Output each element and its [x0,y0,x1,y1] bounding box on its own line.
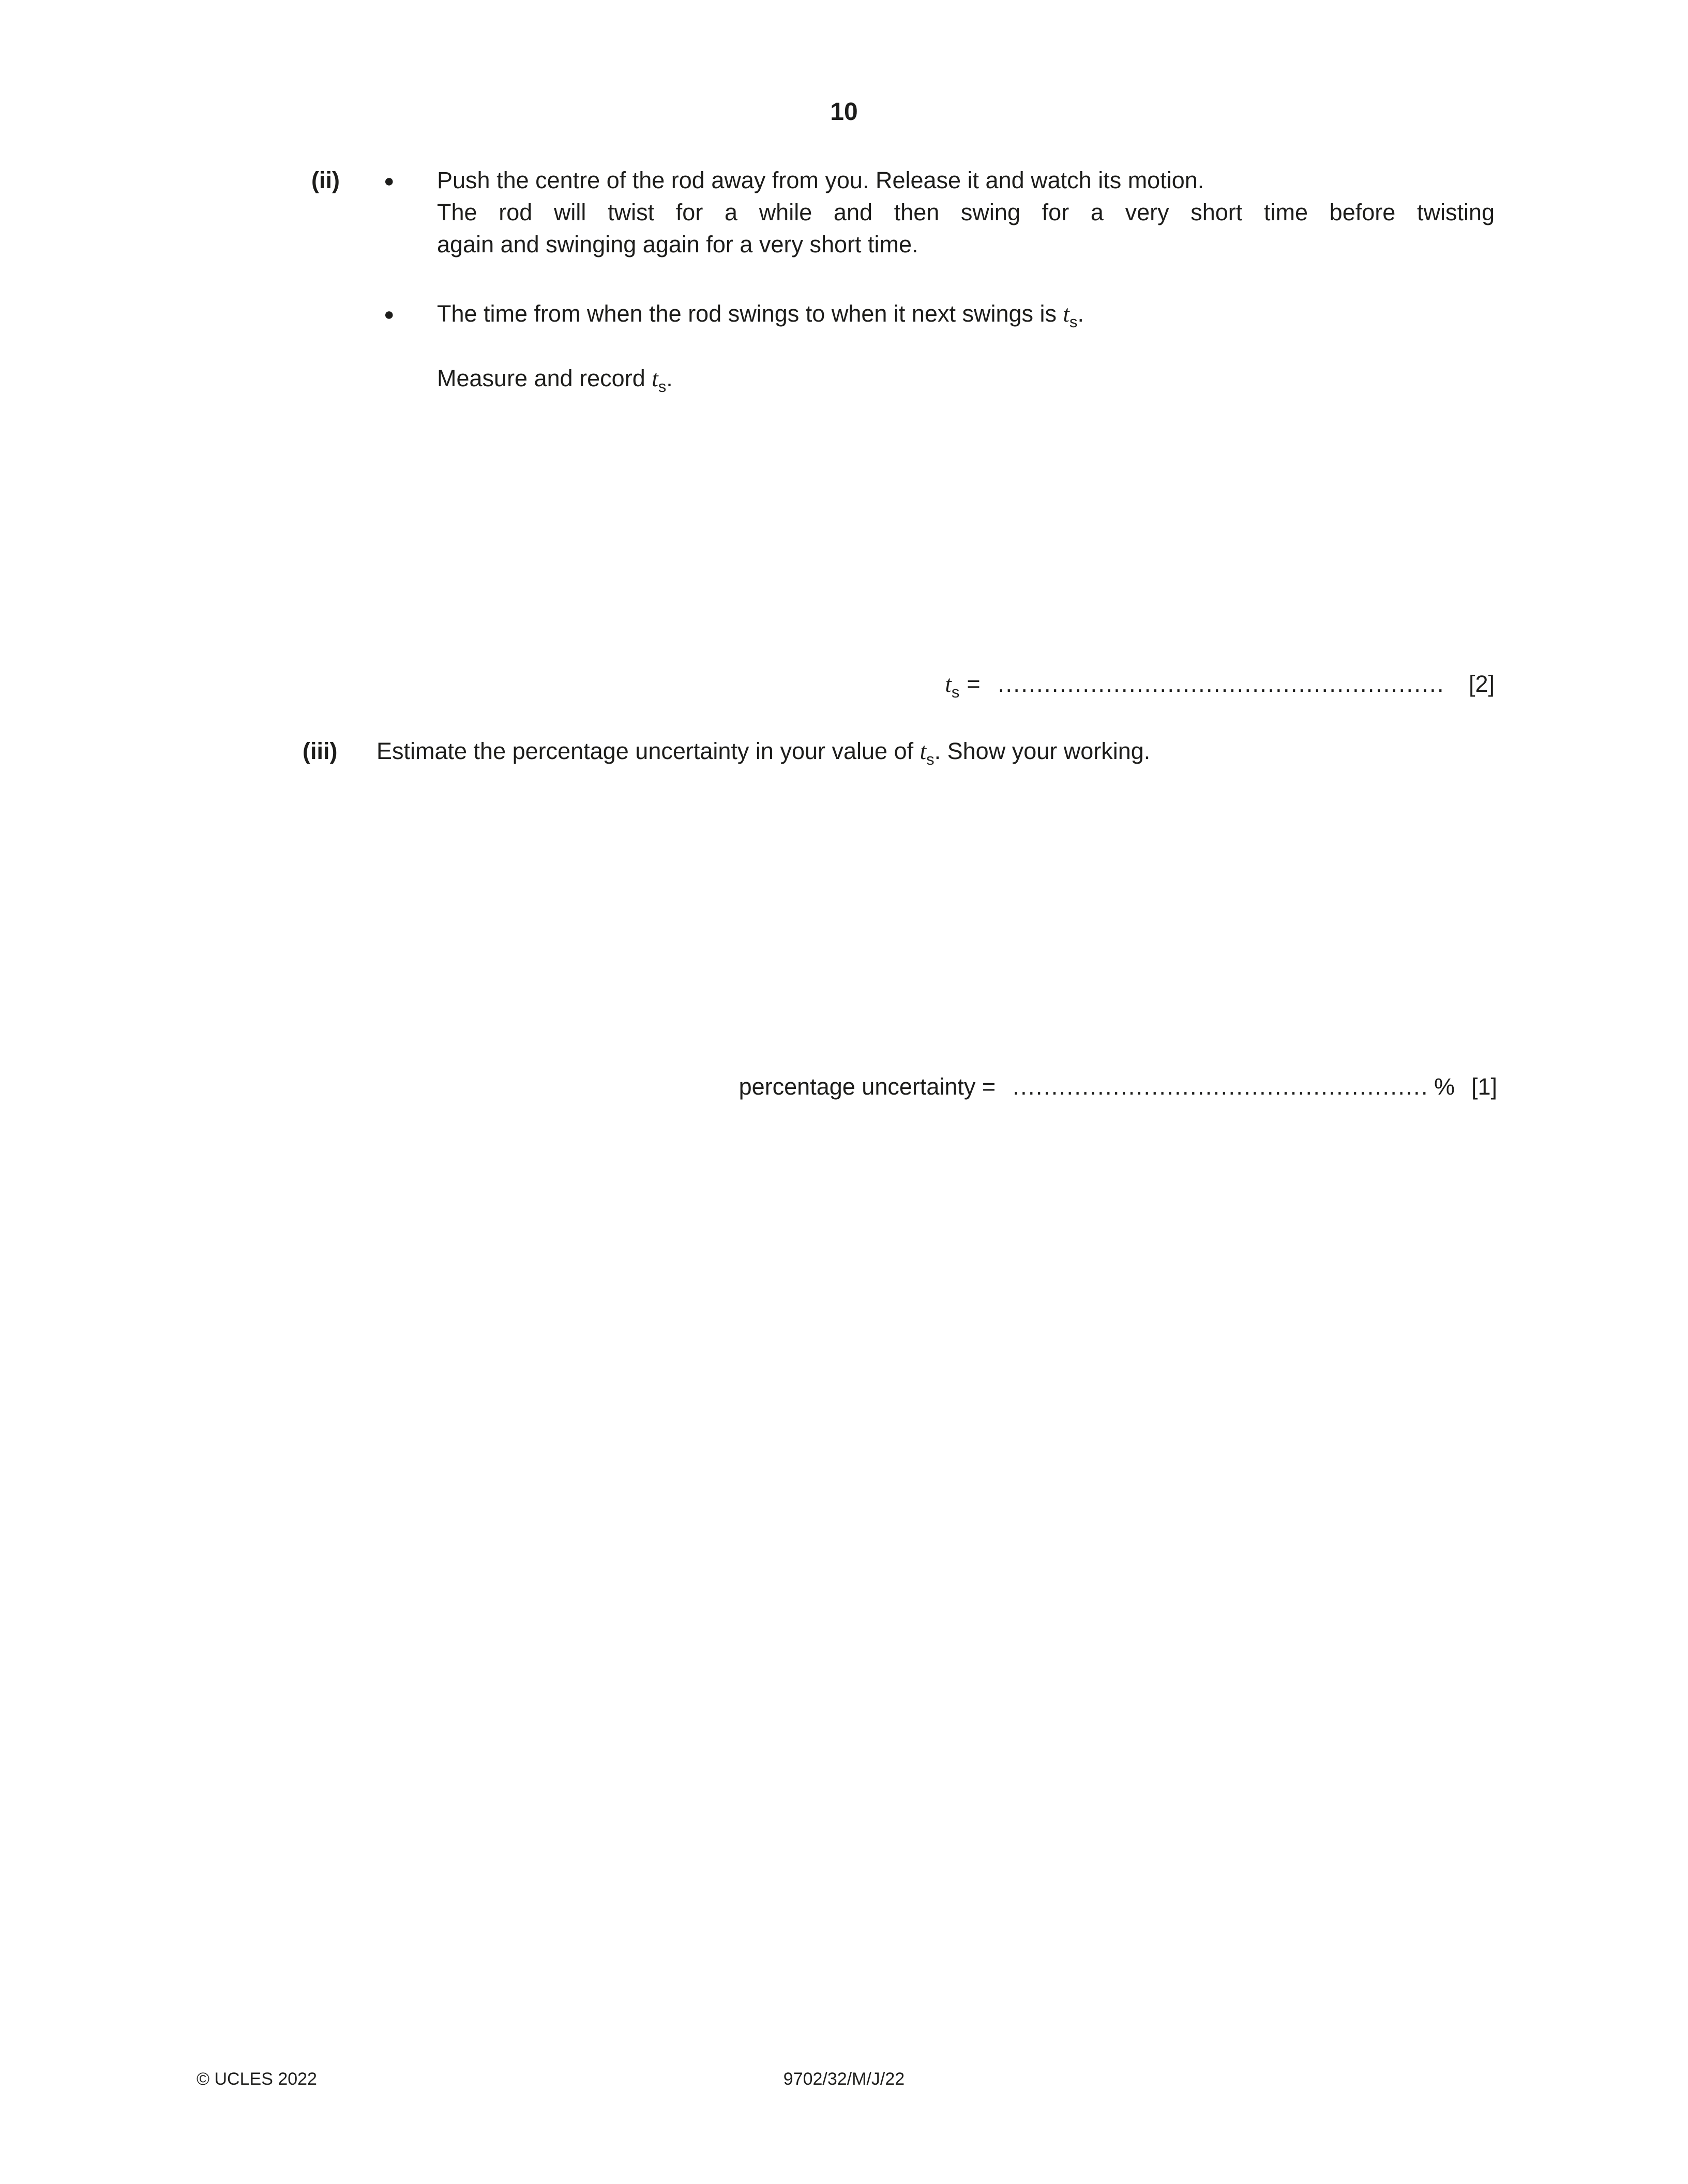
variable-t: t [920,738,927,764]
footer-copyright: © UCLES 2022 [197,2069,317,2089]
bullet1-line1: Push the centre of the rod away from you. Release it and watch its motion. [437,167,1204,193]
subscript-s: s [1069,313,1078,331]
answer-dotted-line: .......................................................... [998,671,1445,697]
marks-badge: [1] [1471,1073,1497,1100]
footer-paper-code: 9702/32/M/J/22 [783,2069,905,2089]
bullet-icon: ● [384,305,395,324]
percentage-answer-label: percentage uncertainty = [739,1073,996,1100]
subscript-s: s [658,377,667,396]
subscript-s: s [951,683,960,701]
subscript-s: s [926,750,935,768]
part-ii-bullet2-text: The time from when the rod swings to when it next swings is $t_s$. [437,300,1084,331]
part-iii-label: (iii) [303,738,338,764]
percentage-answer-line [739,1071,1497,1103]
marks-badge: [2] [1468,671,1495,697]
measure-record-text: Measure and record $t_s$. [437,365,673,396]
part-ii-bullet1-paragraph [437,164,1495,261]
answer-dotted-line: ...................................................... [1013,1073,1429,1100]
part-ii-label: (ii) [311,167,340,193]
percent-unit: % [1434,1073,1455,1100]
bullet-icon: ● [384,171,395,191]
ts-answer-line [945,668,1495,708]
bullet1-line2: The rod will twist for a while and then swing for a very short time before twisting [437,199,1495,225]
page-number: 10 [830,98,858,126]
part-iii-prompt: Estimate the percentage uncertainty in your value of $t_s$. Show your working. [376,738,1151,768]
equals-sign: = [967,671,981,697]
variable-t: t [945,671,952,697]
variable-t: t [1063,301,1070,327]
bullet1-line3: again and swinging again for a very short time. [437,231,918,257]
variable-t: t [652,366,658,391]
